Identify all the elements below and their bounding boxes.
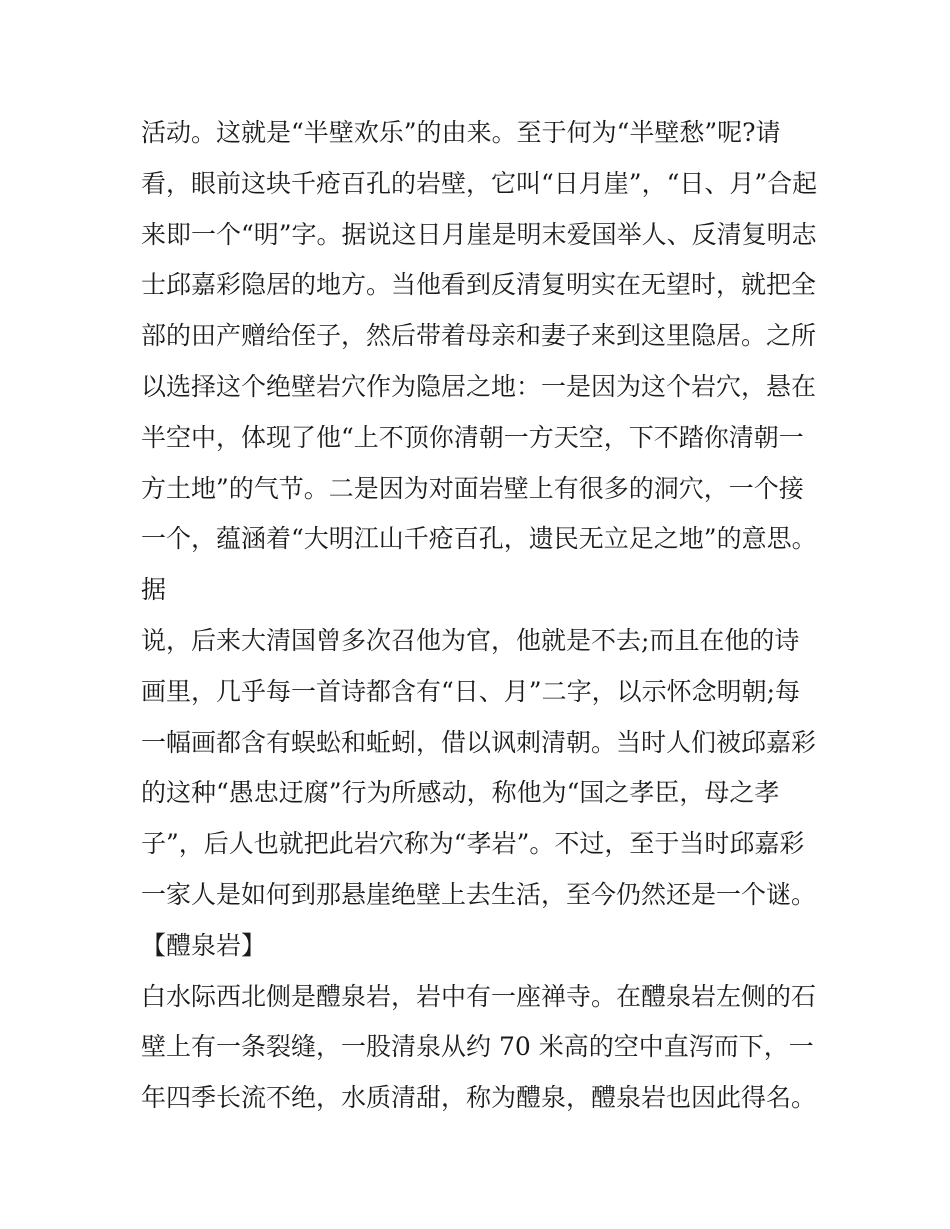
text-line-6: 以选择这个绝壁岩穴作为隐居之地：一是因为这个岩穴，悬在 [141, 371, 817, 401]
body-text [141, 108, 831, 1124]
text-line-1: 活动。这就是“半壁欢乐”的由来。至于何为“半壁愁”呢?请 [141, 118, 781, 147]
text-line-4: 士邱嘉彩隐居的地方。当他看到反清复明实在无望时，就把全 [141, 270, 817, 300]
text-line-20: 年四季长流不绝，水质清甜，称为醴泉，醴泉岩也因此得名。 [141, 1083, 817, 1113]
text-line-8: 方土地”的气节。二是因为对面岩壁上有很多的洞穴，一个接 [141, 473, 804, 503]
text-line-16: 一家人是如何到那悬崖绝壁上去生活，至今仍然还是一个谜。 [141, 879, 817, 909]
text-line-18: 白水际西北侧是醴泉岩，岩中有一座禅寺。在醴泉岩左侧的石 [141, 981, 817, 1011]
text-line-15: 子”，后人也就把此岩穴称为“孝岩”。不过，至于当时邱嘉彩 [141, 829, 805, 859]
section-heading: 【醴泉岩】 [141, 930, 267, 960]
text-line-11: 说，后来大清国曾多次召他为官，他就是不去;而且在他的诗 [141, 625, 800, 655]
text-line-14: 的这种“愚忠迂腐”行为所感动，称他为“国之孝臣，母之孝 [141, 778, 780, 808]
text-line-10: 据 [141, 575, 167, 605]
text-line-5: 部的田产赠给侄子，然后带着母亲和妻子来到这里隐居。之所 [141, 321, 817, 351]
text-line-2: 看，眼前这块千疮百孔的岩壁，它叫“日月崖”，“日、月”合起 [141, 168, 818, 198]
text-line-9: 一个，蕴涵着“大明江山千疮百孔，遗民无立足之地”的意思。 [141, 524, 817, 554]
text-line-13: 一幅画都含有蜈蚣和蚯蚓，借以讽刺清朝。当时人们被邱嘉彩 [141, 727, 817, 757]
text-line-3: 来即一个“明”字。据说这日月崖是明末爱国举人、反清复明志 [141, 219, 817, 249]
text-line-12: 画里，几乎每一首诗都含有“日、月”二字，以示怀念明朝;每 [141, 676, 800, 706]
text-line-7: 半空中，体现了他“上不顶你清朝一方天空，下不踏你清朝一 [141, 422, 804, 452]
text-line-19: 壁上有一条裂缝，一股清泉从约 70 米高的空中直泻而下，一 [141, 1032, 814, 1062]
